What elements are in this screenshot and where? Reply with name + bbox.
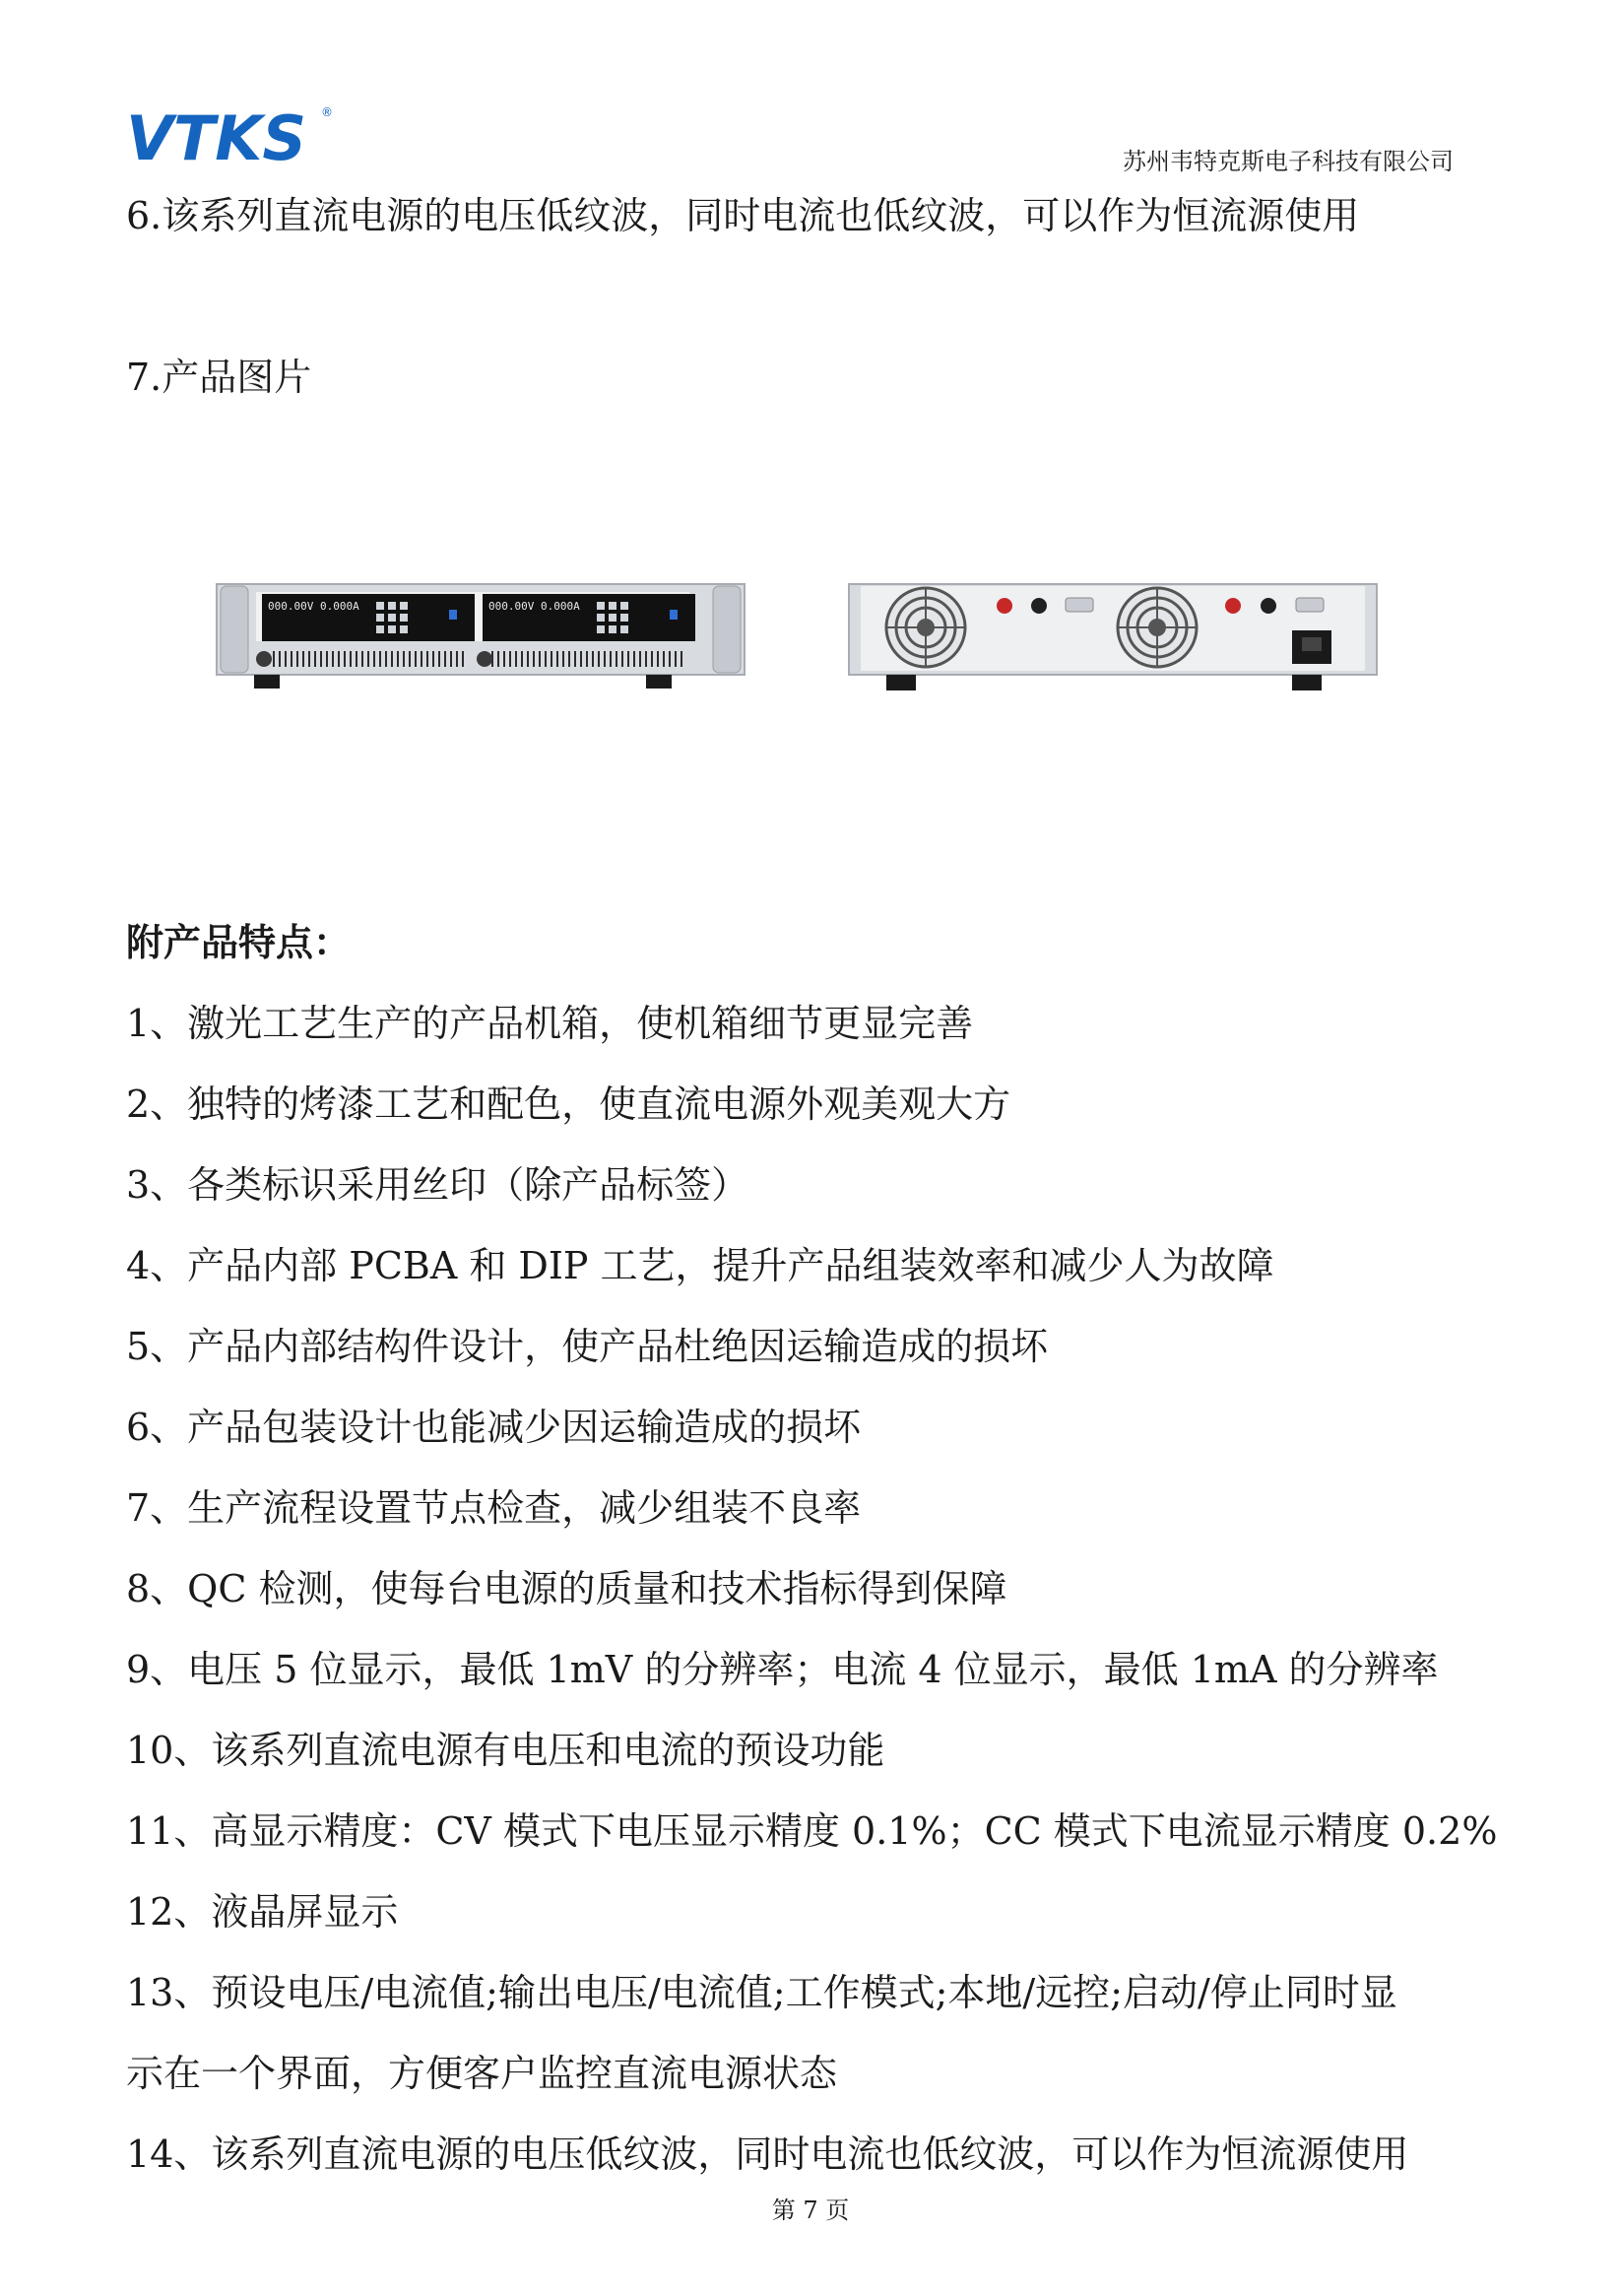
feature-item: 14、该系列直流电源的电压低纹波，同时电流也低纹波，可以作为恒流源使用 <box>126 2132 1409 2176</box>
product-rear-image <box>847 576 1379 704</box>
fan-right <box>1118 588 1197 667</box>
registered-mark: ® <box>321 105 333 119</box>
feature-item: 5、产品内部结构件设计，使产品杜绝因运输造成的损坏 <box>126 1325 1049 1368</box>
feature-item: 6、产品包装设计也能减少因运输造成的损坏 <box>126 1406 862 1449</box>
feature-item-continuation: 示在一个界面，方便客户监控直流电源状态 <box>126 2052 838 2095</box>
feature-item: 3、各类标识采用丝印（除产品标签） <box>126 1163 749 1207</box>
feature-item: 7、生产流程设置节点检查，减少组装不良率 <box>126 1486 862 1530</box>
page-number: 第 7 页 <box>771 2197 850 2224</box>
feature-item: 12、液晶屏显示 <box>126 1890 399 1934</box>
front-display-2: 000.00V 0.000A <box>488 600 580 613</box>
feature-item: 4、产品内部 PCBA 和 DIP 工艺，提升产品组装效率和减少人为故障 <box>126 1244 1274 1287</box>
feature-item: 11、高显示精度：CV 模式下电压显示精度 0.1%；CC 模式下电流显示精度 0.2% <box>126 1809 1498 1853</box>
front-display-1: 000.00V 0.000A <box>268 600 359 613</box>
feature-item: 2、独特的烤漆工艺和配色，使直流电源外观美观大方 <box>126 1082 1011 1126</box>
features-heading: 附产品特点： <box>126 920 352 964</box>
vtks-logo <box>126 98 343 177</box>
product-front-image <box>215 576 746 704</box>
feature-item: 10、该系列直流电源有电压和电流的预设功能 <box>126 1729 885 1772</box>
feature-item: 13、预设电压/电流值;输出电压/电流值;工作模式;本地/远控;启动/停止同时显 <box>126 1971 1397 2014</box>
intro-item-6: 6.该系列直流电源的电压低纹波，同时电流也低纹波，可以作为恒流源使用 <box>126 194 1360 237</box>
logo-text: VTKS <box>126 102 306 174</box>
intro-item-7: 7.产品图片 <box>126 356 312 399</box>
feature-item: 8、QC 检测，使每台电源的质量和技术指标得到保障 <box>126 1567 1007 1610</box>
feature-item: 1、激光工艺生产的产品机箱，使机箱细节更显完善 <box>126 1002 974 1045</box>
fan-left <box>886 588 965 667</box>
company-name: 苏州韦特克斯电子科技有限公司 <box>1123 148 1454 175</box>
feature-item: 9、电压 5 位显示，最低 1mV 的分辨率；电流 4 位显示，最低 1mA 的分辨率 <box>126 1648 1439 1691</box>
